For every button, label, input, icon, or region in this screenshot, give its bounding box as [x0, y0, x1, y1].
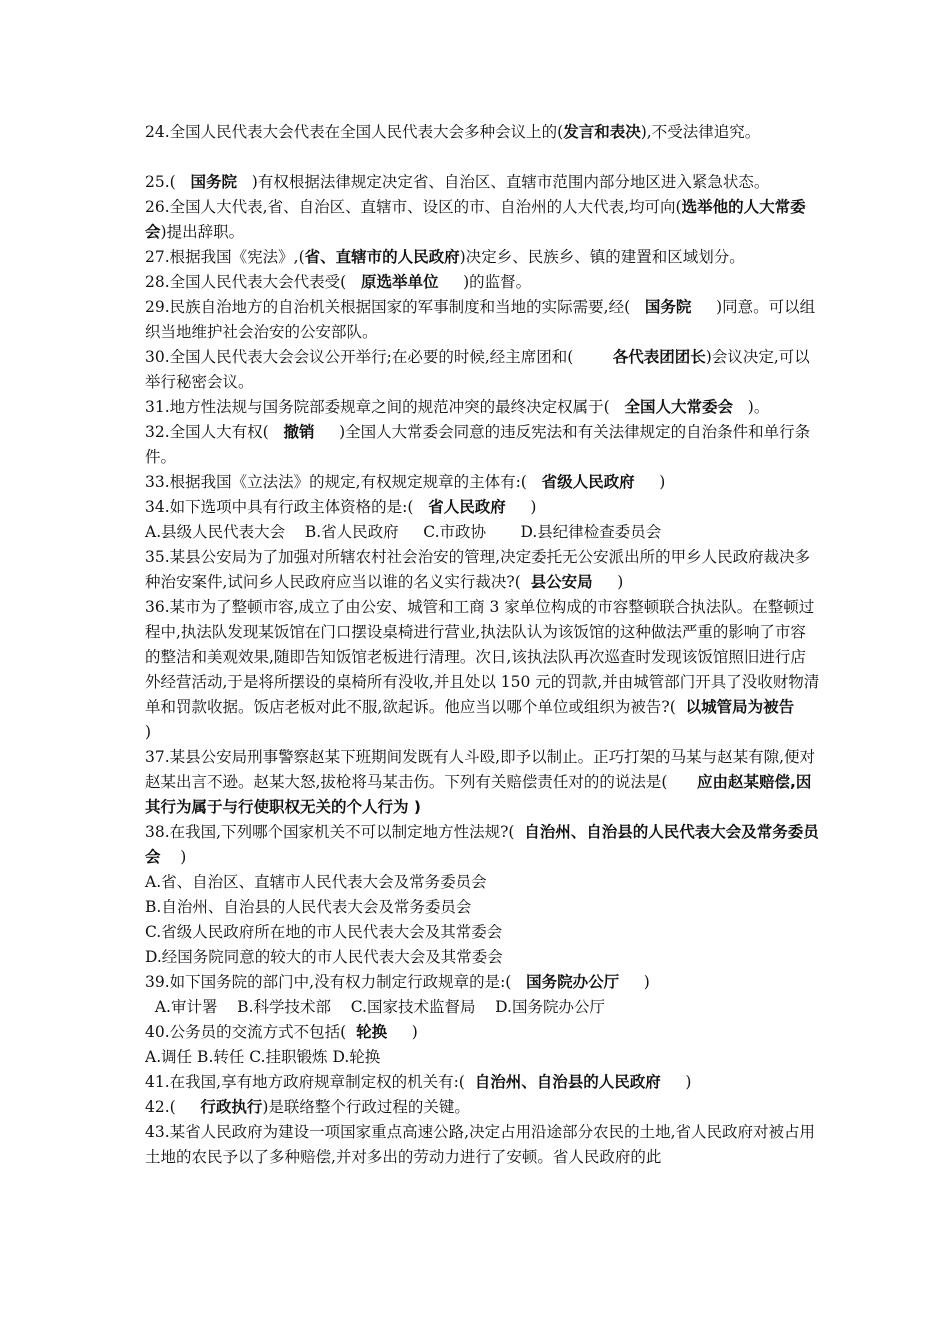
question-27 — [145, 245, 820, 270]
question-text: 33.根据我国《立法法》的规定,有权规定规章的主体有:( — [145, 473, 542, 491]
answer-text: 省级人民政府 — [541, 473, 635, 491]
question-40 — [145, 1020, 820, 1045]
answer-text: 各代表团团长 — [612, 348, 706, 366]
question-text: 26.全国人大代表,省、自治区、直辖市、设区的市、自治州的人大代表,均可向( — [145, 198, 682, 216]
question-28 — [145, 270, 820, 295]
question-35 — [145, 545, 820, 595]
question-text: 24.全国人民代表大会代表在全国人民代表大会多种会议上的( — [145, 123, 564, 141]
question-text: )会议决定,可以举行秘密会议。 — [145, 348, 810, 391]
question-text: )的监督。 — [438, 273, 532, 291]
question-31 — [145, 395, 820, 420]
question-39-options: A.审计署 B.科学技术部 C.国家技术监督局 D.国务院办公厅 — [145, 998, 605, 1016]
question-24 — [145, 120, 820, 145]
question-33 — [145, 470, 820, 495]
spacer — [145, 145, 820, 170]
question-34-options: A.县级人民代表大会 B.省人民政府 C.市政协 D.县纪律检查委员会 — [145, 523, 662, 541]
question-text: 32.全国人大有权( — [145, 423, 284, 441]
question-38-option-d: D.经国务院同意的较大的市人民代表大会及其常委会 — [145, 948, 503, 966]
question-text: )同意。可以组织当地维护社会治安的公安部队。 — [145, 298, 816, 341]
question-text: 42.( — [145, 1098, 201, 1116]
question-38-option-a: A.省、自治区、直辖市人民代表大会及常务委员会 — [145, 873, 487, 891]
answer-text: 省、直辖市的人民政府 — [304, 248, 460, 266]
answer-text: 以城管局为被告 — [685, 698, 795, 716]
question-text: ) — [160, 848, 187, 866]
question-text: )有权根据法律规定决定省、自治区、直辖市范围内部分地区进入紧急状态。 — [237, 173, 770, 191]
answer-text: 自治州、自治县的人民政府 — [474, 1073, 661, 1091]
question-32 — [145, 420, 820, 470]
question-38 — [145, 820, 820, 870]
answer-text: 国务院 — [190, 173, 237, 191]
answer-text: 行政执行 — [200, 1098, 263, 1116]
question-40-options: A.调任 B.转任 C.挂职锻炼 D.轮换 — [145, 1048, 381, 1066]
question-text: 34.如下选项中具有行政主体资格的是:( — [145, 498, 429, 516]
question-text: ),不受法律追究。 — [640, 123, 761, 141]
question-text: 40.公务员的交流方式不包括( — [145, 1023, 357, 1041]
question-text: )。 — [733, 398, 770, 416]
answer-text: 应由赵某赔偿,因其行为属于与行使职权无关的个人行为 ) — [145, 773, 812, 816]
question-text: ) — [660, 1073, 692, 1091]
question-text: 41.在我国,享有地方政府规章制定权的机关有:( — [145, 1073, 475, 1091]
question-text: ) — [619, 973, 650, 991]
question-text: 39.如下国务院的部门中,没有权力制定行政规章的是:( — [145, 973, 527, 991]
question-text: 35.某县公安局为了加强对所辖农村社会治安的管理,决定委托无公安派出所的甲乡人民政府裁决多种治安案件,试问乡人民政府应当以谁的名义实行裁决?( — [145, 548, 811, 591]
question-29 — [145, 295, 820, 345]
answer-text: 自治州、自治县的人民代表大会及常务委员会 — [145, 823, 819, 866]
question-37 — [145, 745, 820, 820]
document-page — [145, 120, 820, 1170]
question-text: )全国人大常委会同意的违反宪法和有关法律规定的自治条件和单行条件。 — [145, 423, 811, 466]
question-text: )提出辞职。 — [160, 223, 245, 241]
question-text: ) — [505, 498, 537, 516]
question-30 — [145, 345, 820, 395]
question-text: 28.全国人民代表大会代表受( — [145, 273, 361, 291]
question-38-option-b: B.自治州、自治县的人民代表大会及常务委员会 — [145, 898, 472, 916]
question-42 — [145, 1095, 820, 1120]
question-text: 27.根据我国《宪法》,( — [145, 248, 305, 266]
question-36 — [145, 595, 820, 745]
question-text: 31.地方性法规与国务院部委规章之间的规范冲突的最终决定权属于( — [145, 398, 625, 416]
question-text: ) — [387, 1023, 418, 1041]
question-34 — [145, 495, 820, 520]
question-26 — [145, 195, 820, 245]
question-text: ) — [145, 698, 819, 741]
answer-text: 国务院 — [644, 298, 692, 316]
answer-text: 选举他的人大常委会 — [145, 198, 806, 241]
question-text: ) — [592, 573, 624, 591]
answer-text: 轮换 — [356, 1023, 388, 1041]
question-38-option-c: C.省级人民政府所在地的市人民代表大会及其常委会 — [145, 923, 503, 941]
answer-text: 原选举单位 — [360, 273, 439, 291]
question-text: 36.某市为了整顿市容,成立了由公安、城管和工商 3 家单位构成的市容整顿联合执法队。在整顿过程中,执法队发现某饭馆在门口摆设桌椅进行营业,执法队认为该饭馆的这种做法严重的影响了市容的整洁和美观效果,随即告知饭馆老板进行清理。次日,该执法队再次巡查时发现该饭馆照旧进行店外经营活动,于是将所摆设的桌椅所有没收,并且处以 150 元的罚款,并由城管部门开具了没收财物清单和罚款收据。饭店老板对此不服,欲起诉。他应当以哪个单位或组织为被告?( — [145, 598, 820, 716]
answer-text: 撤销 — [283, 423, 315, 441]
question-text: 30.全国人民代表大会会议公开举行;在必要的时候,经主席团和( — [145, 348, 613, 366]
question-41 — [145, 1070, 820, 1095]
question-25 — [145, 170, 820, 195]
question-43 — [145, 1120, 820, 1170]
answer-text: 全国人大常委会 — [624, 398, 733, 416]
question-text: 25.( — [145, 173, 191, 191]
answer-text: 发言和表决 — [563, 123, 641, 141]
question-text: ) — [634, 473, 666, 491]
question-text: 43.某省人民政府为建设一项国家重点高速公路,决定占用沿途部分农民的土地,省人民政府对被占用土地的农民予以了多种赔偿,并对多出的劳动力进行了安顿。省人民政府的此 — [145, 1123, 816, 1166]
question-39 — [145, 970, 820, 995]
question-text: 37.某县公安局刑事警察赵某下班期间发既有人斗殴,即予以制止。正巧打架的马某与赵某有隙,便对赵某出言不逊。赵某大怒,拔枪将马某击伤。下列有关赔偿责任对的的说法是( — [145, 748, 816, 791]
answer-text: 县公安局 — [530, 573, 593, 591]
answer-text: 省人民政府 — [428, 498, 506, 516]
answer-text: 国务院办公厅 — [526, 973, 620, 991]
question-text: )决定乡、民族乡、镇的建置和区域划分。 — [459, 248, 745, 266]
question-text: 29.民族自治地方的自治机关根据国家的军事制度和当地的实际需要,经( — [145, 298, 645, 316]
question-text: 38.在我国,下列哪个国家机关不可以制定地方性法规?( — [145, 823, 525, 841]
question-text: )是联络整个行政过程的关键。 — [262, 1098, 470, 1116]
